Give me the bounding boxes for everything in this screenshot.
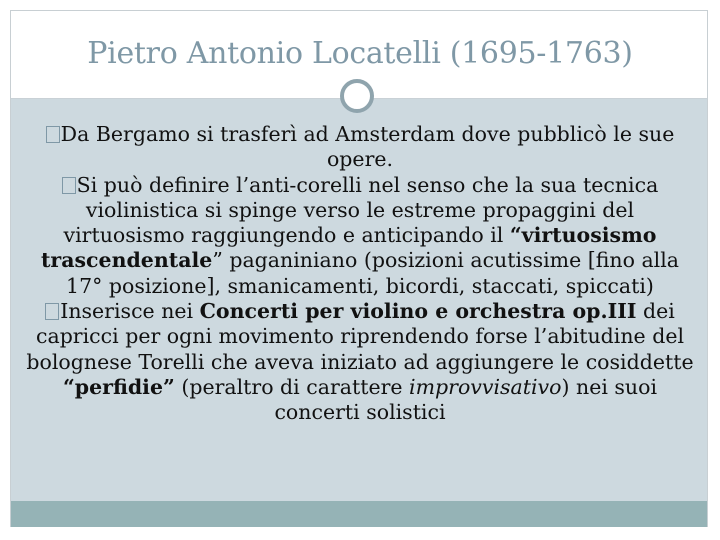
bullet-text: Si può definire l’anti-corelli nel senso che la sua tecnica violinistica si spinge verso le estreme propaggini del virtuosismo raggiungendo e anticipando il [63,172,659,248]
bullet-text: ” paganiniano (posizioni acutissime [fino alla 17° posizione], smanicamenti, bicordi, staccati, spiccati) [66,248,680,298]
bullet-text: (peraltro di carattere [174,374,410,399]
bullet-box-icon [46,126,60,143]
slide-title: Pietro Antonio Locatelli (1695-1763) [87,36,633,71]
bullet-box-icon [62,177,76,194]
bullet-bold-text: “perfidie” [62,374,175,399]
bullet-text: ) nei suoi concerti solistici [274,374,658,425]
bullet-item [24,299,696,425]
bullet-text: dei capricci per ogni movimento riprendendo forse l’abitudine del bolognese Torelli che aveva iniziato ad aggiungere le cosiddette [26,299,694,374]
bullet-item [24,173,696,299]
bullet-text: Da Bergamo si trasferì ad Amsterdam dove pubblicò le sue opere. [60,122,675,172]
bullet-item [24,122,696,173]
bullet-italic-text: improvvisativo [409,374,562,399]
bullet-list [24,122,696,426]
bullet-bold-text: “virtuosismo trascendentale [40,223,657,273]
footer-bar [11,501,707,527]
bullet-bold-text: Concerti per violino e orchestra op.III [199,299,637,324]
bullet-text: Inserisce nei [60,299,200,324]
bullet-box-icon [45,303,59,320]
circle-ornament-icon [340,79,374,113]
